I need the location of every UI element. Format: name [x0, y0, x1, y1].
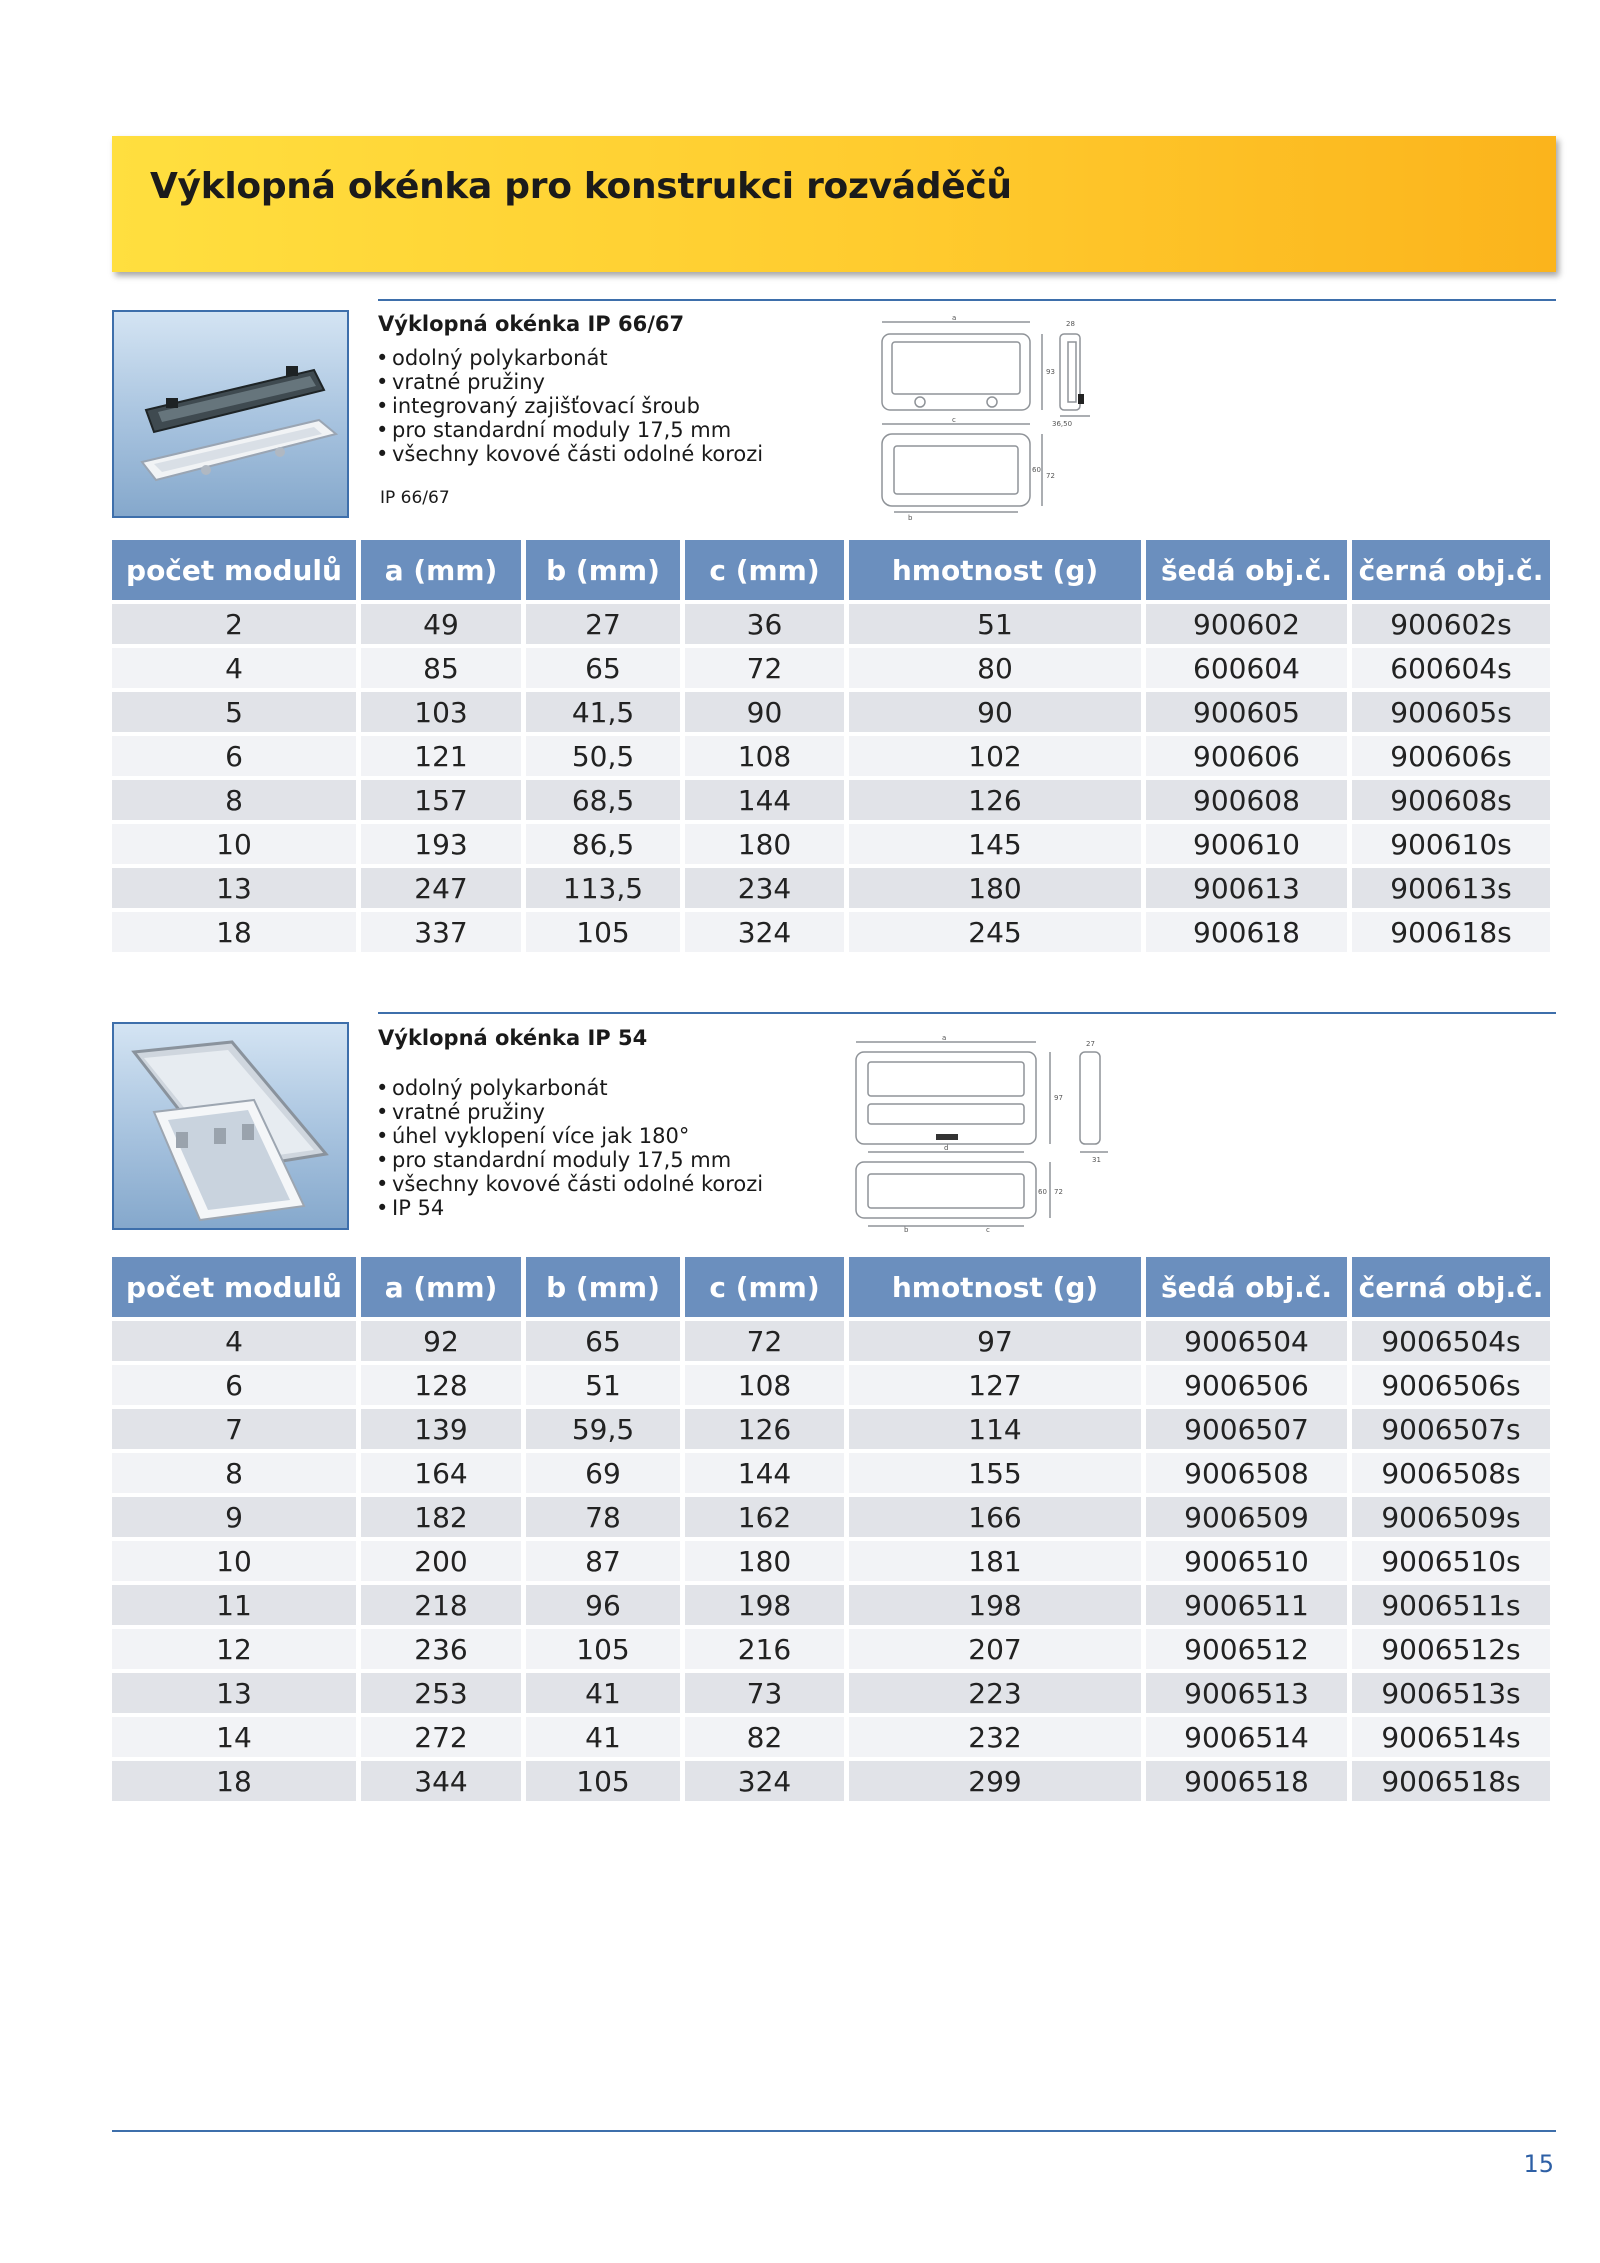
table-cell: 90	[849, 692, 1141, 732]
table-cell: 114	[849, 1409, 1141, 1449]
table-cell: 6	[112, 736, 356, 776]
col-header-grey-code: šedá obj.č.	[1146, 540, 1347, 600]
col-header-weight: hmotnost (g)	[849, 540, 1141, 600]
table-cell: 4	[112, 648, 356, 688]
table-cell: 337	[361, 912, 521, 952]
table-cell: 105	[526, 912, 680, 952]
table-cell: 127	[849, 1365, 1141, 1405]
table-row	[112, 1629, 1550, 1669]
table-cell: 9006504	[1146, 1321, 1347, 1361]
table-cell: 10	[112, 1541, 356, 1581]
table-cell: 900608s	[1352, 780, 1550, 820]
table-cell: 200	[361, 1541, 521, 1581]
dim-label: 60	[1032, 466, 1041, 474]
table-cell: 139	[361, 1409, 521, 1449]
table-row	[112, 1673, 1550, 1713]
table-cell: 102	[849, 736, 1141, 776]
table-cell: 51	[526, 1365, 680, 1405]
table-cell: 126	[849, 780, 1141, 820]
table-cell: 105	[526, 1761, 680, 1801]
table-cell: 108	[685, 1365, 844, 1405]
table-row	[112, 1409, 1550, 1449]
feature-item: • všechny kovové části odolné korozi	[376, 1172, 763, 1196]
table-cell: 2	[112, 604, 356, 644]
spec-table-ip54	[107, 1253, 1555, 1805]
table-cell: 13	[112, 868, 356, 908]
table-cell: 59,5	[526, 1409, 680, 1449]
table-cell: 900613	[1146, 868, 1347, 908]
table-cell: 108	[685, 736, 844, 776]
technical-drawing-ip54	[846, 1034, 1126, 1232]
table-cell: 9006512s	[1352, 1629, 1550, 1669]
table-cell: 9006509	[1146, 1497, 1347, 1537]
table-cell: 12	[112, 1629, 356, 1669]
table-cell: 900602	[1146, 604, 1347, 644]
dim-label: 31	[1092, 1156, 1101, 1164]
table-row	[112, 1761, 1550, 1801]
table-cell: 9006506s	[1352, 1365, 1550, 1405]
table-cell: 9006518	[1146, 1761, 1347, 1801]
table-cell: 236	[361, 1629, 521, 1669]
table-cell: 164	[361, 1453, 521, 1493]
table-row	[112, 1497, 1550, 1537]
table-cell: 9006514	[1146, 1717, 1347, 1757]
table-cell: 92	[361, 1321, 521, 1361]
table-row	[112, 1541, 1550, 1581]
product-title-ip6667: Výklopná okénka IP 66/67	[378, 312, 685, 336]
table-cell: 299	[849, 1761, 1141, 1801]
table-header-row	[112, 1257, 1550, 1317]
table-cell: 105	[526, 1629, 680, 1669]
col-header-grey-code: šedá obj.č.	[1146, 1257, 1347, 1317]
table-cell: 232	[849, 1717, 1141, 1757]
table-cell: 166	[849, 1497, 1141, 1537]
table-cell: 121	[361, 736, 521, 776]
feature-item: • úhel vyklopení více jak 180°	[376, 1124, 763, 1148]
table-cell: 9006513	[1146, 1673, 1347, 1713]
table-cell: 11	[112, 1585, 356, 1625]
table-cell: 245	[849, 912, 1141, 952]
dim-label: 72	[1054, 1188, 1063, 1196]
feature-item: • všechny kovové části odolné korozi	[376, 442, 763, 466]
table-cell: 9006508	[1146, 1453, 1347, 1493]
table-cell: 85	[361, 648, 521, 688]
table-cell: 272	[361, 1717, 521, 1757]
table-cell: 73	[685, 1673, 844, 1713]
table-cell: 900618	[1146, 912, 1347, 952]
feature-item: • IP 54	[376, 1196, 763, 1220]
table-cell: 600604s	[1352, 648, 1550, 688]
table-cell: 198	[849, 1585, 1141, 1625]
table-cell: 9006507s	[1352, 1409, 1550, 1449]
table-cell: 9006510	[1146, 1541, 1347, 1581]
table-row	[112, 736, 1550, 776]
col-header-weight: hmotnost (g)	[849, 1257, 1141, 1317]
table-cell: 9006513s	[1352, 1673, 1550, 1713]
table-cell: 87	[526, 1541, 680, 1581]
table-cell: 41	[526, 1673, 680, 1713]
table-row	[112, 912, 1550, 952]
dim-label: c	[952, 416, 956, 424]
col-header-a: a (mm)	[361, 1257, 521, 1317]
table-cell: 14	[112, 1717, 356, 1757]
table-cell: 9006507	[1146, 1409, 1347, 1449]
table-cell: 65	[526, 1321, 680, 1361]
table-cell: 82	[685, 1717, 844, 1757]
table-cell: 145	[849, 824, 1141, 864]
feature-item: • pro standardní moduly 17,5 mm	[376, 1148, 763, 1172]
table-cell: 9006511	[1146, 1585, 1347, 1625]
dim-label: b	[908, 514, 913, 520]
table-cell: 162	[685, 1497, 844, 1537]
table-cell: 900613s	[1352, 868, 1550, 908]
dim-label: a	[942, 1034, 947, 1042]
col-header-b: b (mm)	[526, 540, 680, 600]
table-cell: 65	[526, 648, 680, 688]
table-row	[112, 1717, 1550, 1757]
table-cell: 9006518s	[1352, 1761, 1550, 1801]
dim-label: 97	[1054, 1094, 1063, 1102]
table-cell: 9006512	[1146, 1629, 1347, 1669]
feature-item: • odolný polykarbonát	[376, 1076, 763, 1100]
dim-label: d	[944, 1144, 949, 1152]
title-banner	[112, 136, 1556, 272]
table-cell: 9006514s	[1352, 1717, 1550, 1757]
table-row	[112, 692, 1550, 732]
table-cell: 103	[361, 692, 521, 732]
table-cell: 180	[685, 824, 844, 864]
footer-rule	[112, 2130, 1556, 2132]
table-row	[112, 1585, 1550, 1625]
table-cell: 9	[112, 1497, 356, 1537]
table-cell: 144	[685, 1453, 844, 1493]
table-row	[112, 1365, 1550, 1405]
col-header-modules: počet modulů	[112, 1257, 356, 1317]
table-cell: 126	[685, 1409, 844, 1449]
col-header-modules: počet modulů	[112, 540, 356, 600]
table-cell: 180	[685, 1541, 844, 1581]
table-cell: 5	[112, 692, 356, 732]
table-cell: 4	[112, 1321, 356, 1361]
page-title: Výklopná okénka pro konstrukci rozváděčů	[150, 166, 1012, 207]
section-rule-2	[378, 1012, 1556, 1014]
dim-label: 93	[1046, 368, 1055, 376]
table-cell: 10	[112, 824, 356, 864]
table-cell: 900606	[1146, 736, 1347, 776]
col-header-b: b (mm)	[526, 1257, 680, 1317]
table-row	[112, 780, 1550, 820]
feature-item: • pro standardní moduly 17,5 mm	[376, 418, 763, 442]
table-cell: 97	[849, 1321, 1141, 1361]
table-cell: 36	[685, 604, 844, 644]
table-cell: 128	[361, 1365, 521, 1405]
table-cell: 247	[361, 868, 521, 908]
feature-item: • vratné pružiny	[376, 1100, 763, 1124]
technical-drawing-ip6667	[870, 312, 1110, 520]
dim-label: b	[904, 1226, 909, 1232]
table-cell: 86,5	[526, 824, 680, 864]
table-cell: 27	[526, 604, 680, 644]
table-cell: 8	[112, 1453, 356, 1493]
table-cell: 68,5	[526, 780, 680, 820]
product-title-ip54: Výklopná okénka IP 54	[378, 1026, 648, 1050]
table-cell: 7	[112, 1409, 356, 1449]
table-cell: 193	[361, 824, 521, 864]
table-row	[112, 824, 1550, 864]
table-row	[112, 868, 1550, 908]
dim-label: 72	[1046, 472, 1055, 480]
table-cell: 13	[112, 1673, 356, 1713]
table-cell: 41	[526, 1717, 680, 1757]
table-cell: 69	[526, 1453, 680, 1493]
table-cell: 216	[685, 1629, 844, 1669]
col-header-black-code: černá obj.č.	[1352, 540, 1550, 600]
table-cell: 207	[849, 1629, 1141, 1669]
table-cell: 9006508s	[1352, 1453, 1550, 1493]
dim-label: 60	[1038, 1188, 1047, 1196]
table-cell: 72	[685, 1321, 844, 1361]
table-cell: 96	[526, 1585, 680, 1625]
table-cell: 900618s	[1352, 912, 1550, 952]
table-cell: 49	[361, 604, 521, 644]
table-cell: 9006504s	[1352, 1321, 1550, 1361]
table-cell: 198	[685, 1585, 844, 1625]
table-cell: 253	[361, 1673, 521, 1713]
section-rule-1	[378, 299, 1556, 301]
col-header-c: c (mm)	[685, 1257, 844, 1317]
feature-list-ip6667	[376, 346, 763, 466]
table-cell: 50,5	[526, 736, 680, 776]
dim-label: 27	[1086, 1040, 1095, 1048]
table-cell: 181	[849, 1541, 1141, 1581]
table-cell: 9006511s	[1352, 1585, 1550, 1625]
page-number: 15	[1523, 2150, 1554, 2178]
table-cell: 90	[685, 692, 844, 732]
col-header-a: a (mm)	[361, 540, 521, 600]
table-cell: 900608	[1146, 780, 1347, 820]
table-cell: 9006506	[1146, 1365, 1347, 1405]
table-cell: 78	[526, 1497, 680, 1537]
feature-list-ip54	[376, 1076, 763, 1220]
table-cell: 324	[685, 1761, 844, 1801]
feature-item: • vratné pružiny	[376, 370, 763, 394]
dim-label: 28	[1066, 320, 1075, 328]
table-cell: 72	[685, 648, 844, 688]
table-cell: 223	[849, 1673, 1141, 1713]
table-row	[112, 1453, 1550, 1493]
table-cell: 41,5	[526, 692, 680, 732]
table-cell: 144	[685, 780, 844, 820]
table-cell: 9006510s	[1352, 1541, 1550, 1581]
table-cell: 900606s	[1352, 736, 1550, 776]
spec-table-ip6667	[107, 536, 1555, 956]
table-cell: 180	[849, 868, 1141, 908]
table-cell: 218	[361, 1585, 521, 1625]
table-cell: 155	[849, 1453, 1141, 1493]
table-cell: 113,5	[526, 868, 680, 908]
table-row	[112, 1321, 1550, 1361]
protection-tag: IP 66/67	[380, 488, 450, 508]
table-row	[112, 648, 1550, 688]
table-cell: 234	[685, 868, 844, 908]
table-cell: 18	[112, 912, 356, 952]
table-cell: 900602s	[1352, 604, 1550, 644]
table-row	[112, 604, 1550, 644]
product-photo-ip6667	[112, 310, 349, 518]
col-header-black-code: černá obj.č.	[1352, 1257, 1550, 1317]
table-cell: 900610	[1146, 824, 1347, 864]
table-cell: 6	[112, 1365, 356, 1405]
table-cell: 51	[849, 604, 1141, 644]
table-header-row	[112, 540, 1550, 600]
dim-label: c	[986, 1226, 990, 1232]
table-cell: 344	[361, 1761, 521, 1801]
product-photo-ip54	[112, 1022, 349, 1230]
table-cell: 18	[112, 1761, 356, 1801]
dim-label: a	[952, 314, 957, 322]
table-cell: 324	[685, 912, 844, 952]
table-cell: 80	[849, 648, 1141, 688]
table-cell: 900605s	[1352, 692, 1550, 732]
col-header-c: c (mm)	[685, 540, 844, 600]
table-cell: 157	[361, 780, 521, 820]
feature-item: • integrovaný zajišťovací šroub	[376, 394, 763, 418]
feature-item: • odolný polykarbonát	[376, 346, 763, 370]
table-cell: 9006509s	[1352, 1497, 1550, 1537]
table-cell: 182	[361, 1497, 521, 1537]
table-cell: 600604	[1146, 648, 1347, 688]
table-cell: 900605	[1146, 692, 1347, 732]
table-cell: 8	[112, 780, 356, 820]
table-cell: 900610s	[1352, 824, 1550, 864]
dim-label: 36,50	[1052, 420, 1073, 428]
